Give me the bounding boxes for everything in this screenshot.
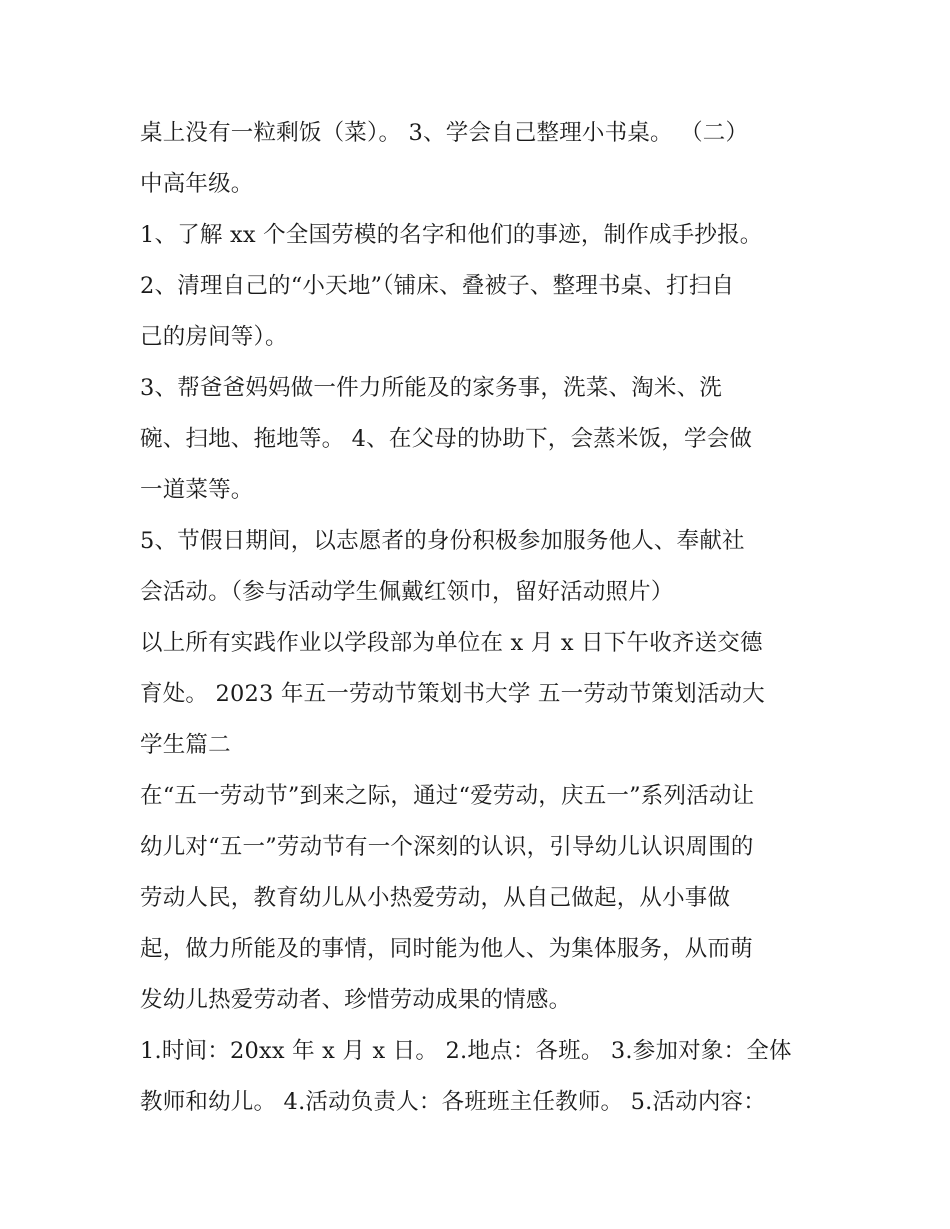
text-line: 幼儿对“五一”劳动节有一个深刻的认识，引导幼儿认识周围的 <box>140 834 754 860</box>
text-line: 劳动人民，教育幼儿从小热爱劳动，从自己做起，从小事做 <box>140 885 731 911</box>
text-line: 以上所有实践作业以学段部为单位在 x 月 x 日下午收齐送交德 <box>140 630 763 656</box>
text-line: 3、帮爸爸妈妈做一件力所能及的家务事，洗菜、淘米、洗 <box>140 375 723 401</box>
text-line: 会活动。（参与活动学生佩戴红领巾，留好活动照片） <box>140 579 674 605</box>
text-line: 2、清理自己的“小天地”（铺床、叠被子、整理书桌、打扫自 <box>140 273 735 299</box>
text-line: 一道菜等。 <box>140 477 254 503</box>
text-line: 中高年级。 <box>140 171 254 197</box>
text-line: 1、了解 xx 个全国劳模的名字和他们的事迹，制作成手抄报。 <box>140 222 763 248</box>
text-line: 育处。 2023 年五一劳动节策划书大学 五一劳动节策划活动大 <box>140 681 765 707</box>
document-body <box>140 108 820 1128</box>
text-line: 碗、扫地、拖地等。 4、在父母的协助下，会蒸米饭，学会做 <box>140 426 753 452</box>
text-line: 5、节假日期间，以志愿者的身份积极参加服务他人、奉献社 <box>140 528 745 554</box>
text-line: 发幼儿热爱劳动者、珍惜劳动成果的情感。 <box>140 987 572 1013</box>
text-line: 己的房间等）。 <box>140 324 288 350</box>
text-line: 桌上没有一粒剩饭（菜）。 3、学会自己整理小书桌。 （二） <box>140 120 749 146</box>
text-line: 在“五一劳动节”到来之际，通过“爱劳动，庆五一”系列活动让 <box>140 783 755 809</box>
text-line: 1.时间：20xx 年 x 月 x 日。 2.地点：各班。 3.参加对象：全体 <box>140 1038 792 1064</box>
text-line: 教师和幼儿。 4.活动负责人：各班班主任教师。 5.活动内容： <box>140 1089 766 1115</box>
text-line: 学生篇二 <box>140 732 231 758</box>
text-line: 起，做力所能及的事情，同时能为他人、为集体服务，从而萌 <box>140 936 753 962</box>
